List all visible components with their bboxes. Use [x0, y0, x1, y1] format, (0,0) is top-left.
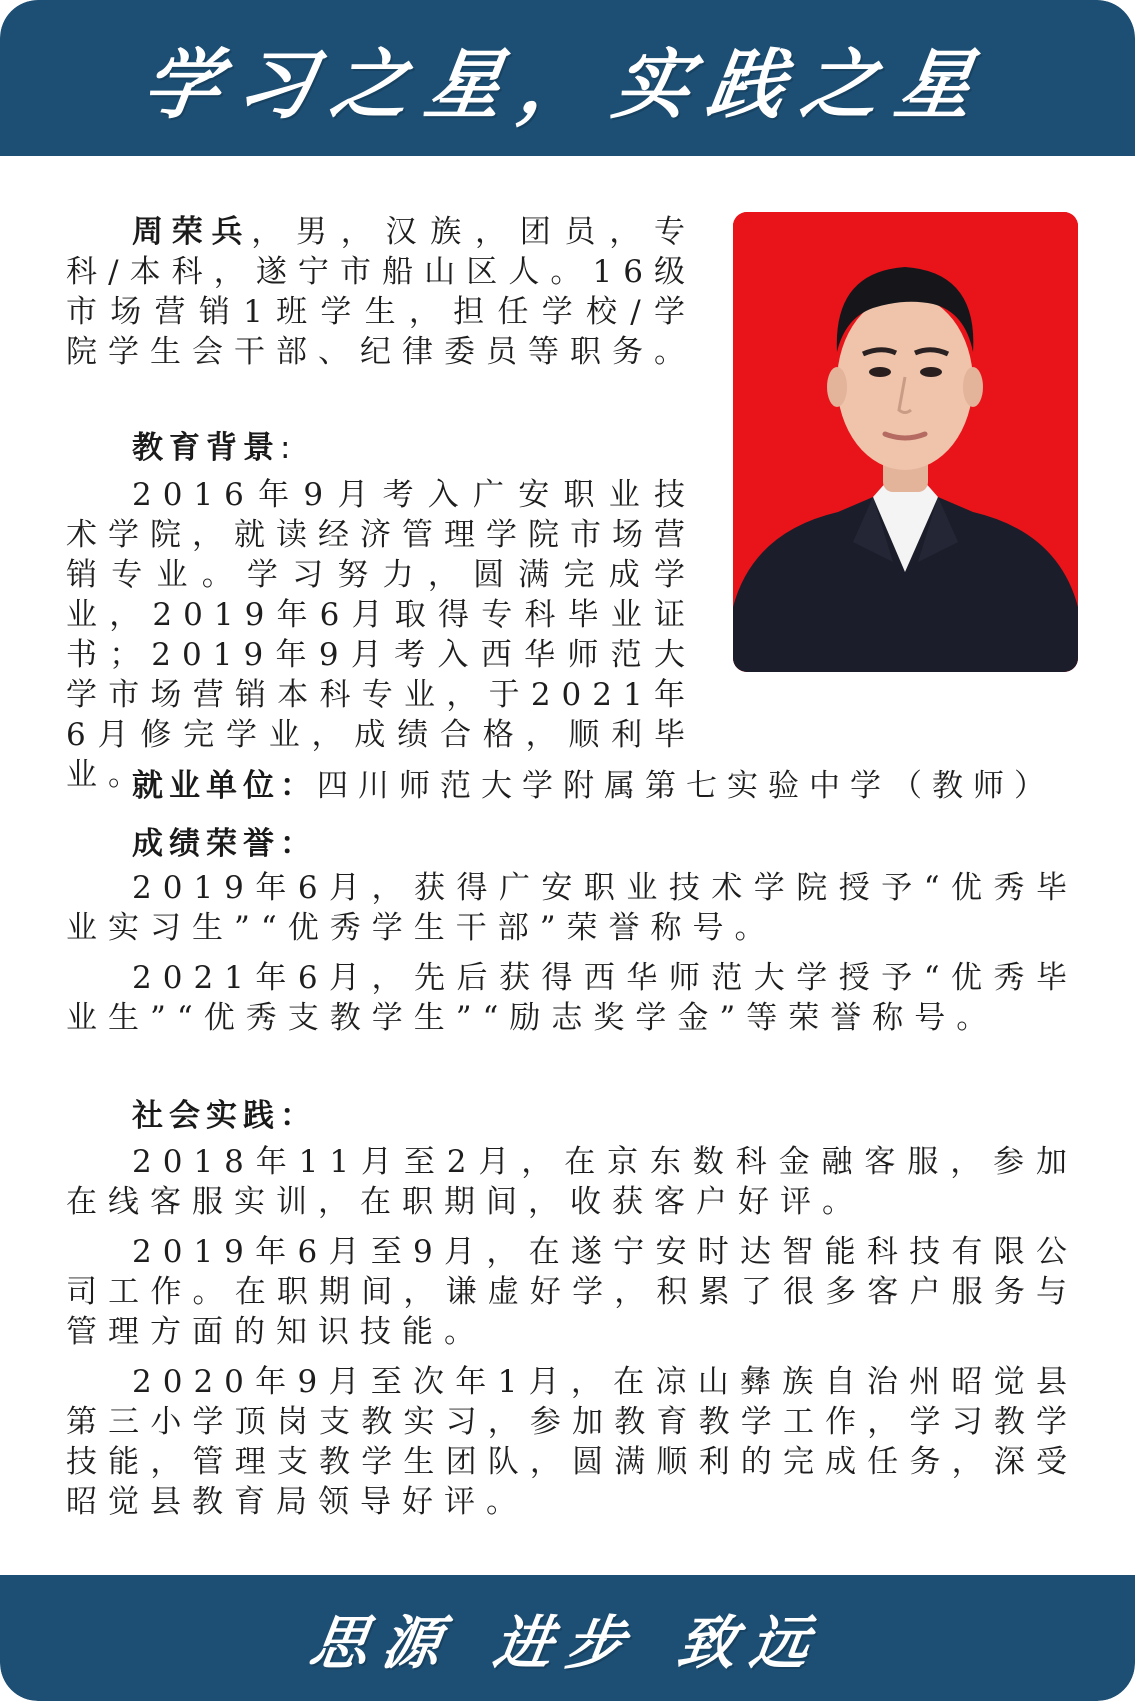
practice-item: 2019年6月至9月，在遂宁安时达智能科技有限公司工作。在职期间，谦虚好学，积累了很多客户服务与管理方面的知识技能。 [66, 1234, 1078, 1350]
practice-title: 社会实践： [132, 1098, 317, 1134]
header-motto [137, 24, 998, 133]
intro-paragraph [66, 212, 696, 372]
footer-motto [306, 1596, 830, 1680]
education-text: 2016年9月考入广安职业技术学院，就读经济管理学院市场营销专业。学习努力，圆满完成学业，2019年6月取得专科毕业证书；2019年9月考入西华师范大学市场营销本科专业，于2021年6月修完学业，成绩合格，顺利毕业。 [66, 477, 696, 793]
education-paragraph [66, 475, 696, 795]
employment-label: 就业单位： [132, 768, 317, 804]
header-motto-left: 学习之星 [137, 39, 526, 129]
intro-text: ，男，汉族，团员，专科/本科，遂宁市船山区人。16级市场营销1班学生，担任学校/学院学生会干部、纪律委员等职务。 [66, 214, 696, 370]
honors-list [66, 868, 1078, 1044]
honor-item: 2021年6月，先后获得西华师范大学授予“优秀毕业生”“优秀支教学生”“励志奖学金”等荣誉称号。 [66, 960, 1078, 1036]
header-motto-separator: ， [513, 39, 620, 129]
education-title-text: 教育背景 [132, 430, 280, 466]
practice-list [66, 1142, 1078, 1528]
header-motto-right: 实践之星 [607, 39, 996, 129]
footer-motto-1: 思源 [305, 1609, 460, 1677]
portrait-photo [733, 212, 1078, 672]
header-banner [0, 0, 1135, 156]
employment-row [66, 766, 1078, 806]
practice-item: 2020年9月至次年1月，在凉山彝族自治州昭觉县第三小学顶岗支教实习，参加教育教学工作，学习教学技能，管理支教学生团队，圆满顺利的完成任务，深受昭觉县教育局领导好评。 [66, 1364, 1078, 1520]
honor-item: 2019年6月，获得广安职业技术学院授予“优秀毕业实习生”“优秀学生干部”荣誉称号。 [66, 870, 1078, 946]
education-title-colon: : [280, 430, 297, 466]
education-title [132, 422, 296, 467]
portrait-illustration [733, 212, 1078, 672]
honors-title: 成绩荣誉： [132, 826, 317, 862]
employment-value: 四川师范大学附属第七实验中学（教师） [317, 768, 1055, 804]
footer-motto-2: 进步 [490, 1609, 644, 1677]
practice-item: 2018年11月至2月，在京东数科金融客服，参加在线客服实训，在职期间，收获客户好评。 [66, 1144, 1078, 1220]
person-name: 周荣兵 [132, 214, 252, 250]
footer-banner [0, 1575, 1135, 1701]
footer-motto-3: 致远 [674, 1609, 828, 1677]
